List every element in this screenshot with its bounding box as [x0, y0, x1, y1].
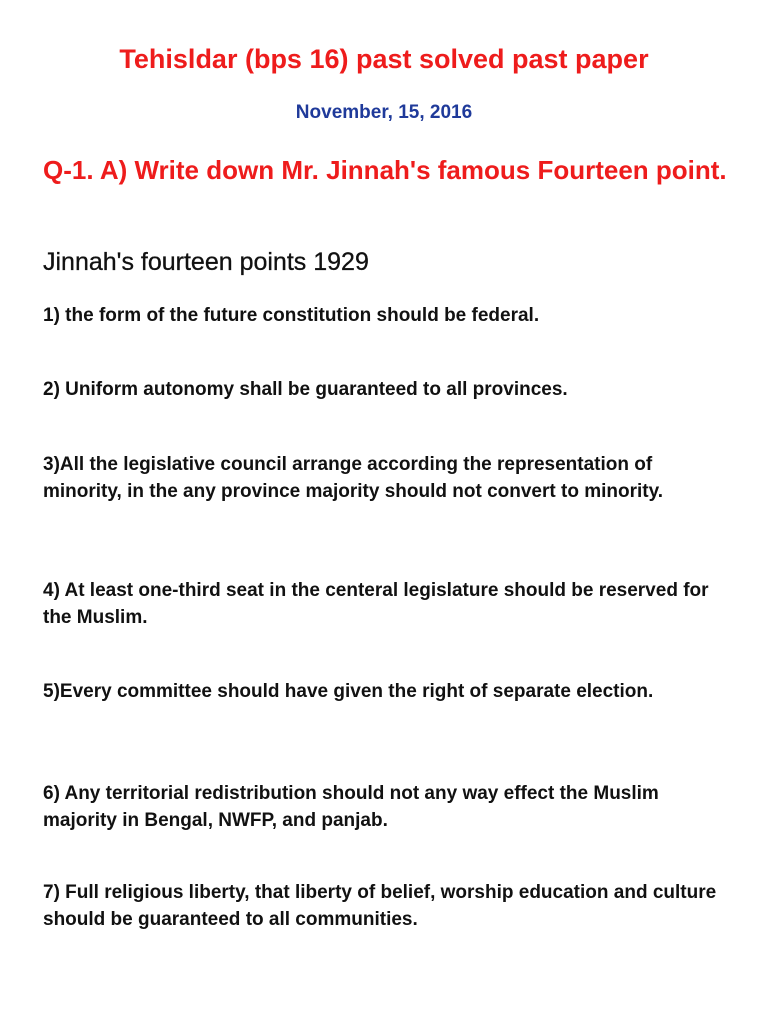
document-date: November, 15, 2016 [295, 102, 473, 123]
document-title: Tehisldar (bps 16) past solved past paper [119, 44, 649, 74]
point-item-4: 4) At least one-third seat in the centeral legislature should be reserved for the Muslim. [43, 580, 709, 628]
point-item-2: 2) Uniform autonomy shall be guaranteed to all provinces. [43, 379, 568, 400]
point-item-6: 6) Any territorial redistribution should not any way effect the Muslim majority in Bengal, NWFP, and panjab. [43, 783, 659, 831]
point-item-3: 3)All the legislative council arrange according the representation of minority, in the any province majority should not convert to minority. [43, 454, 664, 502]
section-heading: Jinnah's fourteen points 1929 [43, 248, 369, 276]
question-heading: Q-1. A) Write down Mr. Jinnah's famous Fourteen point. [43, 155, 727, 185]
point-item-1: 1) the form of the future constitution should be federal. [43, 305, 540, 326]
point-item-7: 7) Full religious liberty, that liberty of belief, worship education and culture should be guaranteed to all communities. [43, 882, 717, 930]
point-item-5: 5)Every committee should have given the right of separate election. [43, 681, 654, 702]
